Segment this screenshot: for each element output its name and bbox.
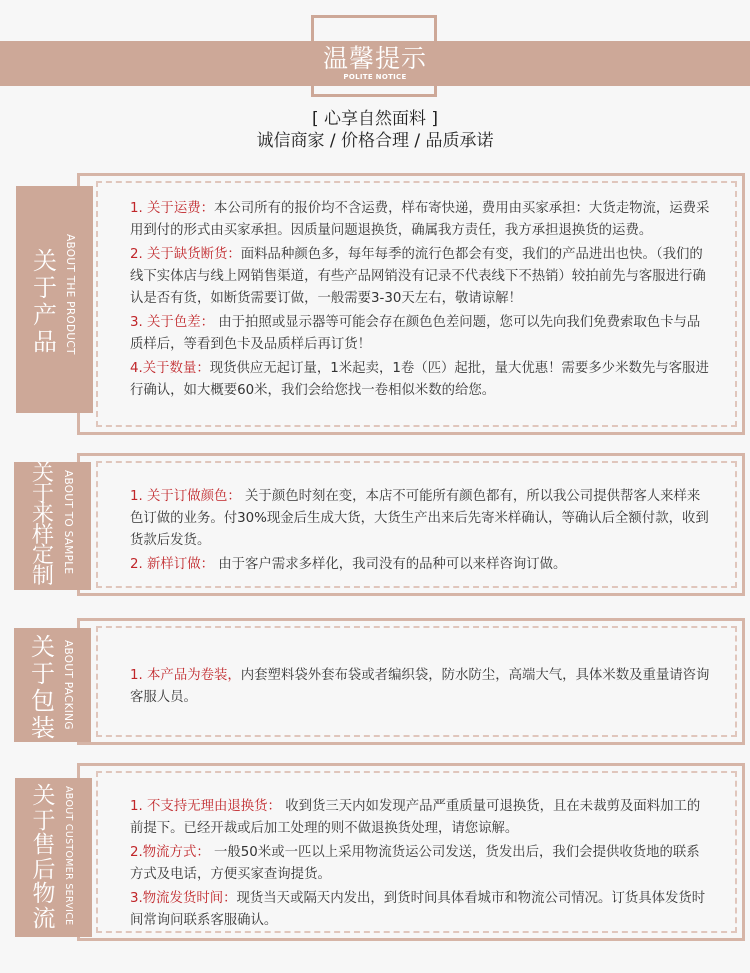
item-title: 1. 关于订做颜色： <box>130 489 241 504</box>
item-title: 1. 关于运费： <box>130 201 214 216</box>
item-title: 2.物流方式： <box>130 845 210 860</box>
item-text: 由于客户需求多样化，我司没有的品种可以来样咨询订做。 <box>214 557 567 572</box>
item-title: 3.物流发货时间： <box>130 891 237 906</box>
section-label <box>14 628 91 742</box>
item-text: 收到货三天内如发现产品严重质量可退换货，且在未裁剪及面料加工的前提下。已经开裁或后加工处理的则不做退换货处理，请您谅解。 <box>130 799 701 836</box>
section-label <box>16 186 93 413</box>
notice-item <box>130 796 710 840</box>
section-content <box>130 486 710 578</box>
item-text: 由于拍照或显示器等可能会存在颜色色差问题，您可以先向我们免费索取色卡与品质样后，等看到色卡及品质样后再订货！ <box>130 315 701 352</box>
notice-item <box>130 358 710 402</box>
item-text: 一般50米或一匹以上采用物流货运公司发送，货发出后，我们会提供收货地的联系方式及电话，方便买家查询提货。 <box>130 845 700 882</box>
section-about-packing <box>77 618 745 745</box>
item-text: 面料品种颜色多，每年每季的流行色都会有变，我们的产品进出也快。（我们的线下实体店与线上网销售渠道，有些产品网销没有记录不代表线下不热销）较拍前先与客服进行确认是否有货，如断货需要订做，一般需要3-30天左右，敬请谅解！ <box>130 247 706 306</box>
section-about-product <box>77 173 745 435</box>
item-title: 2. 关于缺货断货： <box>130 247 241 262</box>
section-content <box>130 665 710 711</box>
section-about-customer-service <box>77 763 745 941</box>
label-cn: 关于售后物流 <box>32 783 56 932</box>
page-title: 温馨提示 <box>322 44 427 73</box>
slogan-line-1: [ 心享自然面料 ] <box>311 109 439 129</box>
slogan-line-2: 诚信商家 / 价格合理 / 品质承诺 <box>256 131 494 151</box>
notice-item <box>130 888 710 932</box>
notice-item <box>130 486 710 552</box>
item-title: 1. 本产品为卷装， <box>130 668 241 683</box>
item-title: 2. 新样订做： <box>130 557 214 572</box>
item-title: 3. 关于色差： <box>130 315 214 330</box>
item-text: 内套塑料袋外套布袋或者编织袋，防水防尘，高端大气，具体米数及重量请咨询客服人员。 <box>130 668 710 705</box>
item-text: 现货当天或隔天内发出，到货时间具体看城市和物流公司情况。订货具体发货时间常询问联系客服确认。 <box>130 891 706 928</box>
section-label <box>14 462 91 590</box>
notice-item <box>130 198 710 242</box>
notice-item <box>130 312 710 356</box>
label-cn: 关于来样定制 <box>31 461 54 589</box>
section-content <box>130 796 710 934</box>
label-cn: 关于包装 <box>31 633 55 742</box>
item-text: 关于颜色时刻在变，本店不可能所有颜色都有，所以我公司提供帮客人来样来色订做的业务。付30%现金后生成大货，大货生产出来后先寄米样确认，等确认后全额付款，收到货款后发货。 <box>130 489 709 548</box>
item-text: 本公司所有的报价均不含运费，样布寄快递，费用由买家承担：大货走物流，运费采用到付的形式由买家承担。因质量问题退换货，确属我方责任，我方承担退换货的运费。 <box>130 201 710 238</box>
label-en: ABOUT PACKING <box>62 640 74 730</box>
item-title: 4.关于数量： <box>130 361 210 376</box>
label-en: ABOUT THE PRODUCT <box>64 234 76 355</box>
notice-item <box>130 244 710 310</box>
notice-item <box>130 665 710 709</box>
section-about-sample <box>77 453 745 596</box>
page-subtitle: POLITE NOTICE <box>343 73 407 81</box>
label-en: ABOUT CUSTOMER SERVICE <box>63 786 74 926</box>
section-label <box>15 778 92 937</box>
notice-item <box>130 842 710 886</box>
item-title: 1. 不支持无理由退换货： <box>130 799 281 814</box>
section-content <box>130 198 710 404</box>
label-cn: 关于产品 <box>33 247 57 356</box>
notice-item <box>130 554 710 576</box>
label-en: ABOUT TO SAMPLE <box>62 470 74 575</box>
item-text: 现货供应无起订量，1米起卖，1卷（匹）起批，量大优惠！需要多少米数先与客服进行确认，如大概要60米，我们会给您找一卷相似米数的给您。 <box>130 361 709 398</box>
